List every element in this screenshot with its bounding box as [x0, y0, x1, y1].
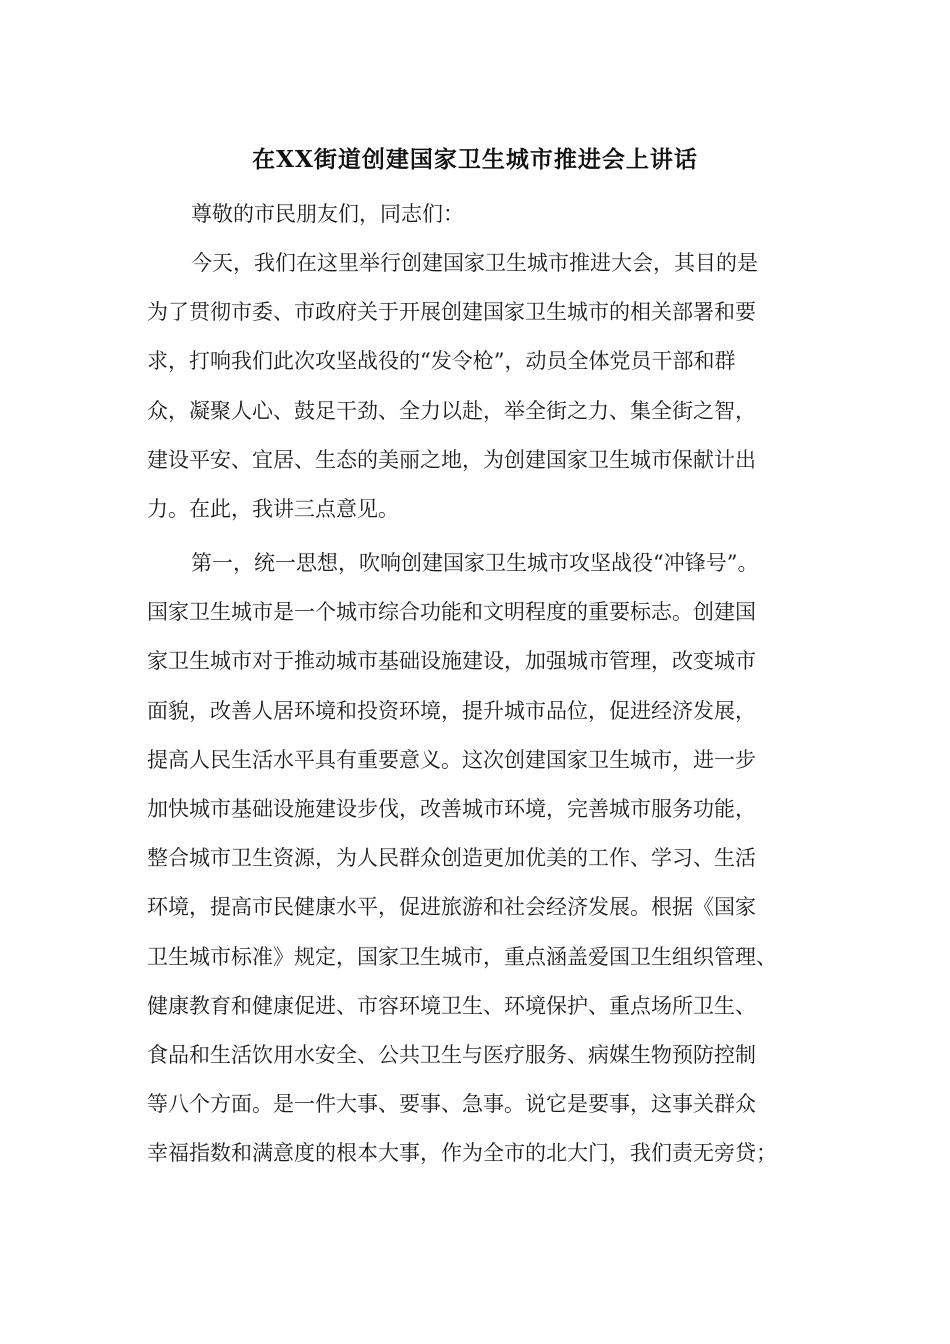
- salutation: 尊敬的市民朋友们，同志们：: [191, 202, 464, 226]
- paragraph-line: 卫生城市标准》规定，国家卫生城市，重点涵盖爱国卫生组织管理、: [147, 944, 777, 969]
- paragraph-line: 众，凝聚人心、鼓足干劲、全力以赴，举全街之力、集全街之智，: [147, 398, 756, 423]
- paragraph-first-point: [147, 539, 833, 1178]
- paragraph-line: 幸福指数和满意度的根本大事，作为全市的北大门，我们责无旁贷；: [147, 1141, 777, 1166]
- paragraph-line: 整合城市卫生资源，为人民群众创造更加优美的工作、学习、生活: [147, 846, 756, 871]
- paragraph-line: 国家卫生城市是一个城市综合功能和文明程度的重要标志。创建国: [147, 600, 756, 625]
- paragraph-line: 今天，我们在这里举行创建国家卫生城市推进大会，其目的是: [191, 251, 758, 275]
- paragraph-line: 建设平安、宜居、生态的美丽之地，为创建国家卫生城市保献计出: [147, 447, 756, 472]
- paragraph-line: 为了贯彻市委、市政府关于开展创建国家卫生城市的相关部署和要: [147, 300, 756, 325]
- paragraph-line: 食品和生活饮用水安全、公共卫生与医疗服务、病媒生物预防控制: [147, 1042, 756, 1067]
- document-title: 在XX街道创建国家卫生城市推进会上讲话: [252, 146, 698, 173]
- paragraph-line: 第一，统一思想，吹响创建国家卫生城市攻坚战役“冲锋号”。: [191, 551, 759, 575]
- paragraph-line: 提高人民生活水平具有重要意义。这次创建国家卫生城市，进一步: [147, 747, 756, 772]
- paragraph-line: 加快城市基础设施建设步伐，改善城市环境，完善城市服务功能，: [147, 796, 756, 821]
- paragraph-line: 求，打响我们此次攻坚战役的“发令枪”，动员全体党员干部和群: [147, 349, 736, 374]
- paragraph-line: 环境，提高市民健康水平，促进旅游和社会经济发展。根据《国家: [147, 895, 756, 920]
- paragraph-line: 面貌，改善人居环境和投资环境，提升城市品位，促进经济发展，: [147, 698, 756, 723]
- paragraph-line: 等八个方面。是一件大事、要事、急事。说它是要事，这事关群众: [147, 1092, 756, 1117]
- paragraph-line: 家卫生城市对于推动城市基础设施建设，加强城市管理，改变城市: [147, 649, 756, 674]
- paragraph-line: 力。在此，我讲三点意见。: [147, 496, 399, 521]
- paragraph-line: 健康教育和健康促进、市容环境卫生、环境保护、重点场所卫生、: [147, 993, 756, 1018]
- paragraph-opening: [147, 239, 833, 534]
